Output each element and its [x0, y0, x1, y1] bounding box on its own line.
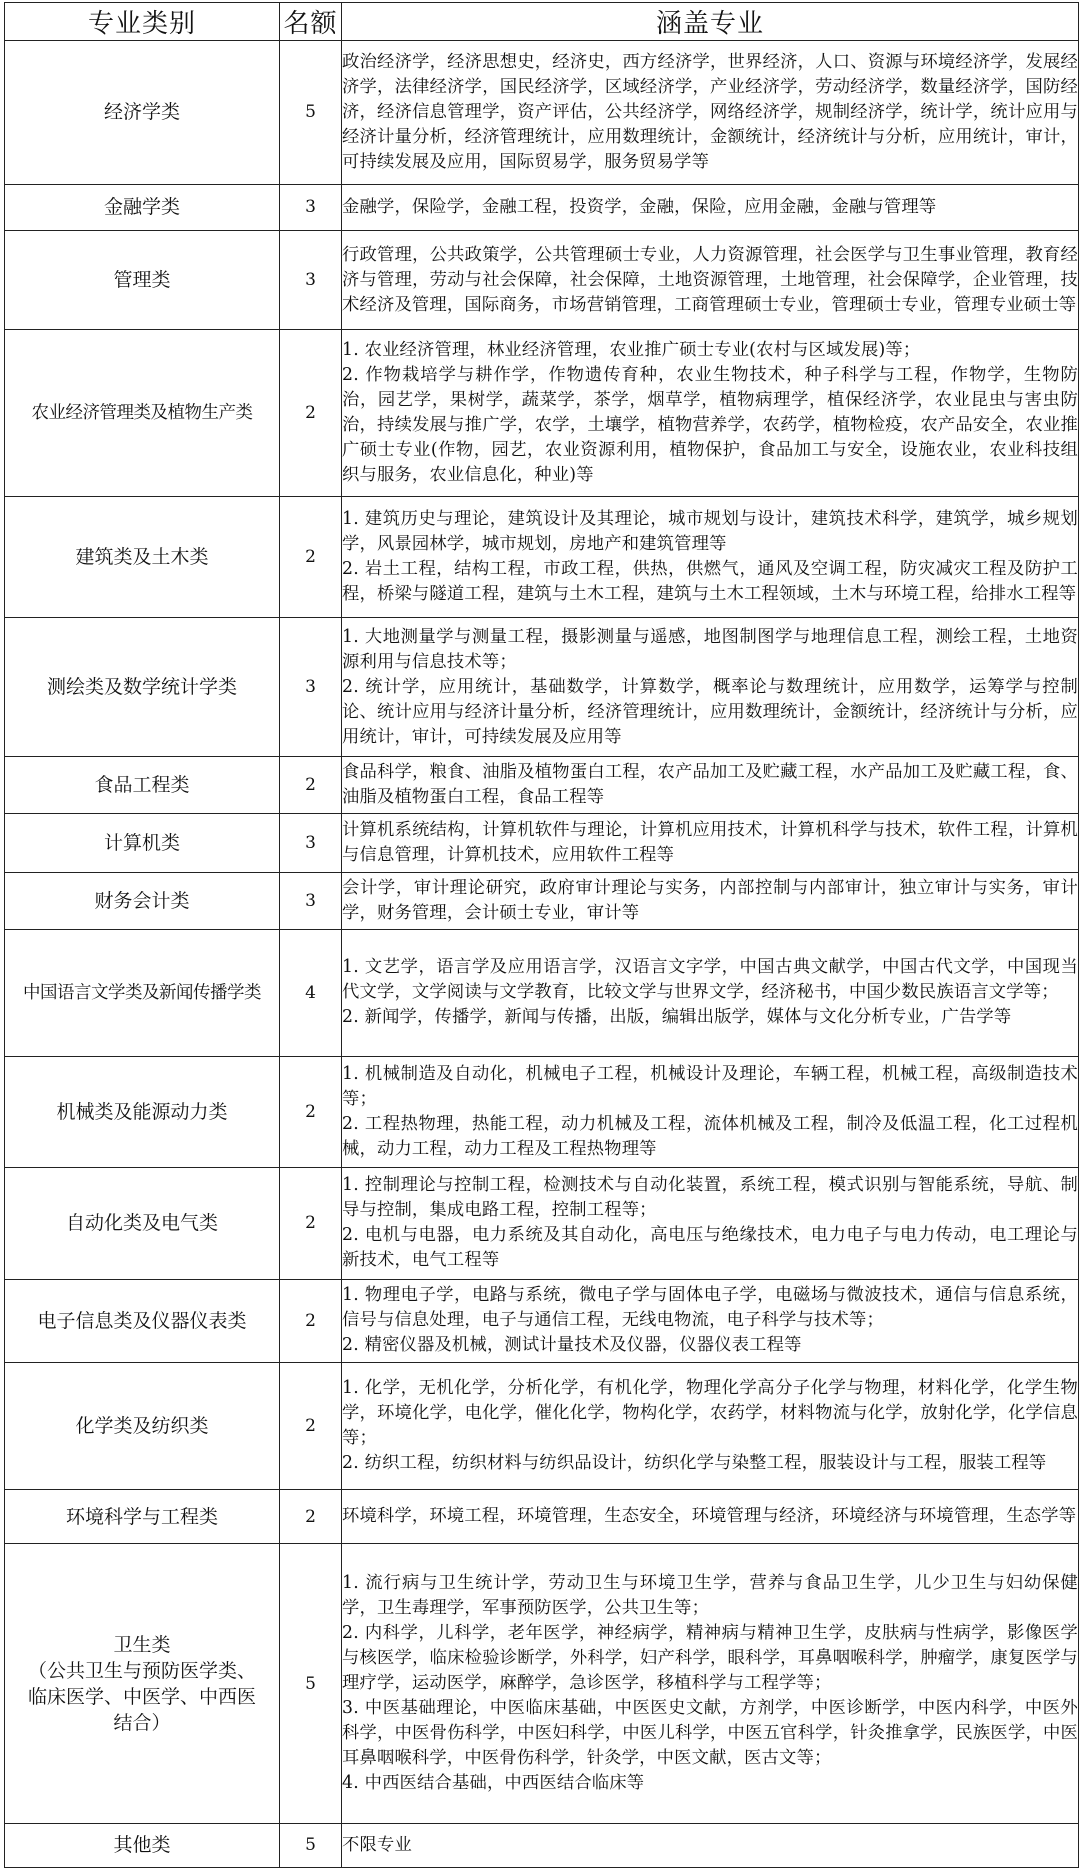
coverage-cell — [342, 618, 1079, 757]
coverage-text: 1. 流行病与卫生统计学，劳动卫生与环境卫生学，营养与食品卫生学，儿少卫生与妇幼保健学，卫生毒理学，军事预防医学，公共卫生等； — [342, 1573, 1078, 1619]
table-row — [5, 873, 1079, 929]
quota-cell: 5 — [280, 1823, 342, 1867]
header-quota: 名额 — [280, 3, 342, 41]
coverage-text: 2. 新闻学，传播学，新闻与传播，出版，编辑出版学，媒体与文化分析专业，广告学等 — [342, 1007, 1012, 1028]
header-coverage: 涵盖专业 — [342, 3, 1079, 41]
category-text: 中国语言文学类及新闻传播学类 — [23, 982, 261, 1003]
coverage-text: 1. 大地测量学与测量工程，摄影测量与遥感，地图制图学与地理信息工程，测绘工程，土地资源利用与信息技术等； — [342, 626, 1078, 672]
table-row — [5, 230, 1079, 329]
coverage-text: 3. 中医基础理论，中医临床基础，中医医史文献，方剂学，中医诊断学，中医内科学，中医外科学，中医骨伤科学，中医妇科学，中医儿科学，中医五官科学，针灸推拿学，民族医学，中医耳鼻咽喉科学，中医骨伤科学，针灸学，中医文献，医古文等； — [342, 1698, 1078, 1769]
category-cell — [5, 1544, 280, 1823]
category-text: 金融学类 — [103, 196, 180, 219]
coverage-cell — [342, 184, 1079, 230]
category-text: 环境科学与工程类 — [65, 1505, 218, 1528]
category-cell — [5, 330, 280, 497]
table-row — [5, 496, 1079, 617]
table-row — [5, 1490, 1079, 1544]
category-cell — [5, 929, 280, 1056]
coverage-text: 2. 内科学，儿科学，老年医学，神经病学，精神病与精神卫生学，皮肤病与性病学，影像医学与核医学，临床检验诊断学，外科学，妇产科学，眼科学，耳鼻咽喉科学，肿瘤学，康复医学与理疗学，运动医学，麻醉学，急诊医学，移植科学与工程学等； — [342, 1623, 1078, 1694]
category-cell — [5, 873, 280, 929]
category-text: 临床医学、中医学、中西医 — [27, 1685, 256, 1708]
quota-cell: 2 — [280, 757, 342, 813]
table-row — [5, 41, 1079, 185]
category-text: 财务会计类 — [94, 889, 190, 912]
quota-cell: 3 — [280, 230, 342, 329]
coverage-cell — [342, 1168, 1079, 1279]
category-cell — [5, 1168, 280, 1279]
table-row — [5, 1056, 1079, 1167]
coverage-text: 2. 岩土工程，结构工程，市政工程，供热，供燃气，通风及空调工程，防灾减灾工程及防护工程，桥梁与隧道工程，建筑与土木工程，建筑与土木工程领域，土木与环境工程，给排水工程等 — [342, 559, 1078, 605]
coverage-text: 1. 文艺学，语言学及应用语言学，汉语言文字学，中国古典文献学，中国古代文学，中国现当代文学，文学阅读与文学教育，比较文学与世界文学，经济秘书，中国少数民族语言文学等； — [342, 957, 1078, 1003]
category-text: 经济学类 — [103, 101, 180, 124]
category-text: 食品工程类 — [94, 774, 190, 797]
coverage-text: 环境科学，环境工程，环境管理，生态安全，环境管理与经济，环境经济与环境管理，生态学等 — [342, 1506, 1077, 1527]
coverage-cell — [342, 873, 1079, 929]
coverage-text: 2. 电机与电器，电力系统及其自动化，高电压与绝缘技术，电力电子与电力传动，电工理论与新技术，电气工程等 — [342, 1225, 1078, 1271]
coverage-cell — [342, 330, 1079, 497]
category-text: 测绘类及数学统计学类 — [46, 676, 237, 699]
category-text: 其他类 — [113, 1834, 171, 1857]
coverage-cell — [342, 757, 1079, 813]
quota-cell: 5 — [280, 41, 342, 185]
major-quota-table — [4, 2, 1079, 1868]
category-text: 卫生类 — [113, 1633, 171, 1656]
category-cell — [5, 813, 280, 873]
quota-cell: 3 — [280, 184, 342, 230]
quota-cell: 2 — [280, 1363, 342, 1490]
table-row — [5, 813, 1079, 873]
quota-cell: 2 — [280, 496, 342, 617]
coverage-cell — [342, 496, 1079, 617]
table-row — [5, 1363, 1079, 1490]
category-cell — [5, 757, 280, 813]
quota-cell: 3 — [280, 618, 342, 757]
category-cell — [5, 496, 280, 617]
coverage-text: 1. 化学，无机化学，分析化学，有机化学，物理化学高分子化学与物理，材料化学，化学生物学，环境化学，电化学，催化化学，物构化学，农药学，材料物流与化学，放射化学，化学信息等； — [342, 1378, 1078, 1449]
category-cell — [5, 1490, 280, 1544]
category-cell — [5, 1823, 280, 1867]
coverage-text: 1. 农业经济管理，林业经济管理，农业推广硕士专业(农村与区域发展)等； — [342, 340, 921, 361]
coverage-text: 不限专业 — [342, 1834, 412, 1855]
coverage-text: 2. 作物栽培学与耕作学，作物遗传育种，农业生物技术，种子科学与工程，作物学，生物防治，园艺学，果树学，蔬菜学，茶学，烟草学，植物病理学，植保经济学，农业昆虫与害虫防治，持续发展与推广学，农学，土壤学，植物营养学，农药学，植物检疫，农产品安全，农业推广硕士专业(作物，园艺，农业资源利用，植物保护，食品加工与安全，设施农业，农业科技组织与服务，农业信息化，种业)等 — [342, 365, 1078, 486]
coverage-text: 食品科学，粮食、油脂及植物蛋白工程，农产品加工及贮藏工程，水产品加工及贮藏工程，食、油脂及植物蛋白工程，食品工程等 — [342, 762, 1078, 808]
table-row — [5, 184, 1079, 230]
coverage-cell — [342, 41, 1079, 185]
coverage-text: 2. 统计学，应用统计，基础数学，计算数学，概率论与数理统计，应用数学，运筹学与控制论、统计应用与经济计量分析，经济管理统计，应用数理统计，金额统计，经济统计与分析，应用统计，审计，可持续发展及应用等 — [342, 676, 1078, 747]
coverage-cell — [342, 1490, 1079, 1544]
category-text: 电子信息类及仪器仪表类 — [37, 1309, 247, 1332]
header-category: 专业类别 — [5, 3, 280, 41]
coverage-text: 1. 机械制造及自动化，机械电子工程，机械设计及理论，车辆工程，机械工程，高级制造技术等； — [342, 1063, 1078, 1109]
coverage-cell — [342, 1056, 1079, 1167]
quota-cell: 4 — [280, 929, 342, 1056]
table-row — [5, 1823, 1079, 1867]
coverage-cell — [342, 1823, 1079, 1867]
quota-cell: 2 — [280, 1056, 342, 1167]
table-row — [5, 1279, 1079, 1363]
category-text: 农业经济管理类及植物生产类 — [31, 403, 253, 424]
coverage-text: 2. 工程热物理，热能工程，动力机械及工程，流体机械及工程，制冷及低温工程，化工过程机械，动力工程，动力工程及工程热物理等 — [342, 1113, 1078, 1159]
quota-cell: 3 — [280, 873, 342, 929]
table-row — [5, 1168, 1079, 1279]
coverage-text: 行政管理，公共政策学，公共管理硕士专业，人力资源管理，社会医学与卫生事业管理，教育经济与管理，劳动与社会保障，社会保障，土地资源管理，土地管理，社会保障学，企业管理，技术经济及管理，国际商务，市场营销管理，工商管理硕士专业，管理硕士专业，管理专业硕士等 — [342, 244, 1078, 315]
coverage-text: 计算机系统结构，计算机软件与理论，计算机应用技术，计算机科学与技术，软件工程，计算机与信息管理，计算机技术，应用软件工程等 — [342, 820, 1078, 865]
coverage-text: 1. 控制理论与控制工程，检测技术与自动化装置，系统工程，模式识别与智能系统，导航、制导与控制，集成电路工程，控制工程等； — [342, 1175, 1078, 1221]
coverage-text: 1. 物理电子学，电路与系统，微电子学与固体电子学，电磁场与微波技术，通信与信息系统，信号与信息处理，电子与通信工程，无线电物流，电子科学与技术等； — [342, 1285, 1078, 1331]
coverage-text: 2. 精密仪器及机械，测试计量技术及仪器，仪器仪表工程等 — [342, 1335, 802, 1356]
category-cell — [5, 618, 280, 757]
quota-cell: 5 — [280, 1544, 342, 1823]
table-row — [5, 757, 1079, 813]
category-text: 机械类及能源动力类 — [56, 1100, 228, 1123]
category-cell — [5, 41, 280, 185]
coverage-cell — [342, 1544, 1079, 1823]
quota-cell: 3 — [280, 813, 342, 873]
category-cell — [5, 1363, 280, 1490]
table-row — [5, 1544, 1079, 1823]
category-cell — [5, 1279, 280, 1363]
category-text: 建筑类及土木类 — [75, 546, 209, 569]
table-row — [5, 618, 1079, 757]
coverage-cell — [342, 1279, 1079, 1363]
table-row — [5, 330, 1079, 497]
category-text: 自动化类及电气类 — [65, 1212, 218, 1235]
category-text: 结合） — [113, 1711, 171, 1734]
quota-cell: 2 — [280, 330, 342, 497]
coverage-cell — [342, 813, 1079, 873]
quota-cell: 2 — [280, 1168, 342, 1279]
table-row — [5, 929, 1079, 1056]
coverage-cell — [342, 929, 1079, 1056]
coverage-text: 金融学，保险学，金融工程，投资学，金融，保险，应用金融，金融与管理等 — [342, 196, 937, 217]
category-cell — [5, 230, 280, 329]
coverage-text: 4. 中西医结合基础，中西医结合临床等 — [342, 1773, 645, 1794]
category-cell — [5, 1056, 280, 1167]
coverage-text: 政治经济学，经济思想史，经济史，西方经济学，世界经济，人口、资源与环境经济学，发展经济学，法律经济学，国民经济学，区域经济学，产业经济学，劳动经济学，数量经济学，国防经济，经济信息管理学，资产评估，公共经济学，网络经济学，规制经济学，统计学，统计应用与经济计量分析，经济管理统计，应用数理统计，金额统计，经济统计与分析，应用统计，审计，可持续发展及应用，国际贸易学，服务贸易学等 — [342, 51, 1078, 172]
coverage-text: 2. 纺织工程，纺织材料与纺织品设计，纺织化学与染整工程，服装设计与工程，服装工程等 — [342, 1453, 1047, 1474]
category-text: 化学类及纺织类 — [75, 1415, 209, 1438]
category-text: 管理类 — [113, 269, 171, 292]
category-text: 计算机类 — [103, 832, 180, 854]
table-header-row — [5, 3, 1079, 41]
quota-cell: 2 — [280, 1490, 342, 1544]
coverage-text: 会计学，审计理论研究，政府审计理论与实务，内部控制与内部审计，独立审计与实务，审计学，财务管理，会计硕士专业，审计等 — [342, 877, 1078, 923]
quota-cell: 2 — [280, 1279, 342, 1363]
coverage-text: 1. 建筑历史与理论，建筑设计及其理论，城市规划与设计，建筑技术科学，建筑学，城乡规划学，风景园林学，城市规划，房地产和建筑管理等 — [342, 509, 1078, 555]
category-text: （公共卫生与预防医学类、 — [27, 1659, 256, 1682]
coverage-cell — [342, 1363, 1079, 1490]
coverage-cell — [342, 230, 1079, 329]
category-cell — [5, 184, 280, 230]
